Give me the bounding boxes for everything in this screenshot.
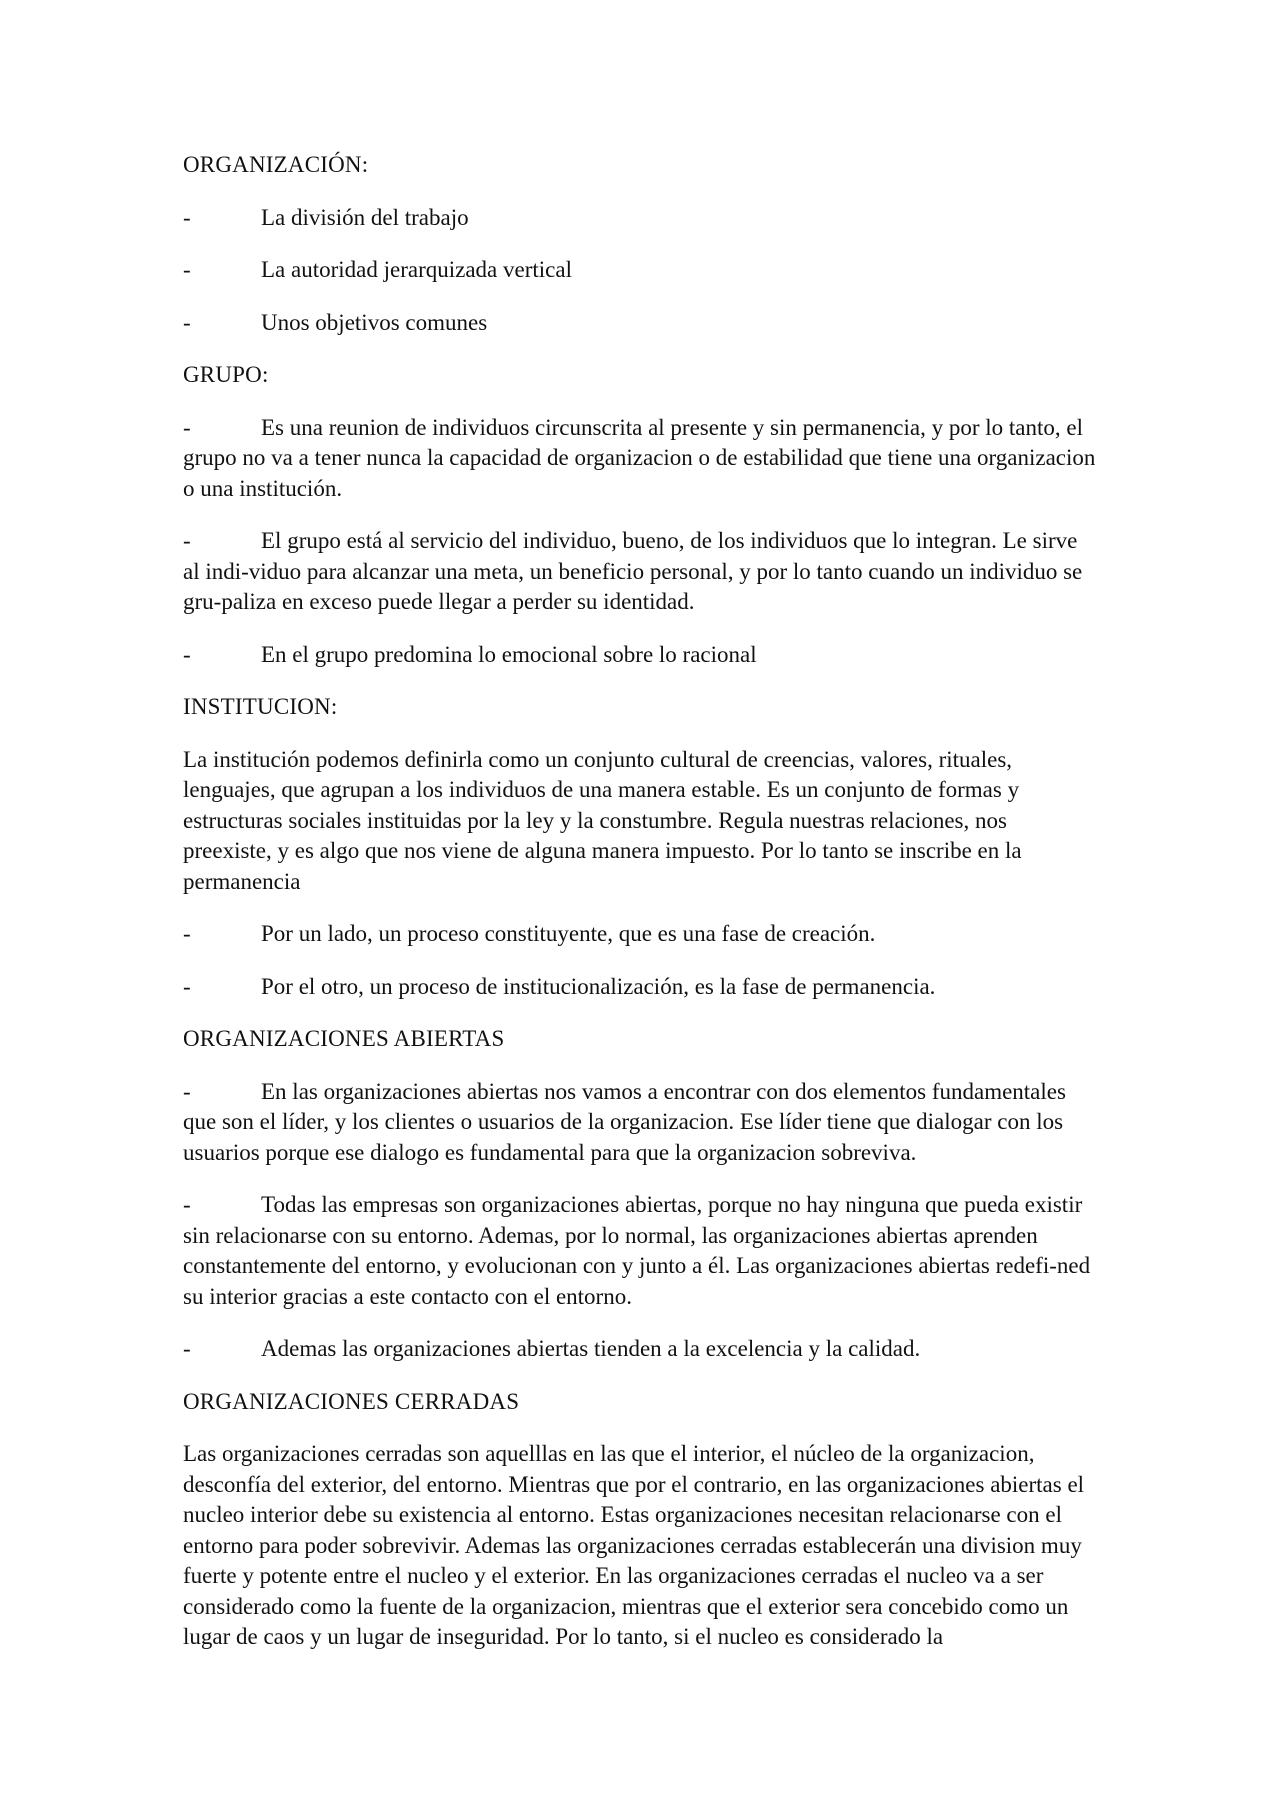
list-item: - Todas las empresas son organizaciones abiertas, porque no hay ninguna que pueda existir sin relacionarse con su entorno. Ademas, por lo normal, las organizaciones abiertas aprenden constantemente del entorno, y evolucionan con y junto a él. Las organizaciones abiertas redefi-ned su interior gracias a este contacto con el entorno. [183,1192,1091,1309]
dash-marker: - [183,309,191,335]
dash-marker: - [183,414,191,440]
dash-marker: - [183,641,191,667]
document-page [183,150,1098,1675]
dash-marker: - [183,528,191,553]
list-item: - Por un lado, un proceso constituyente, que es una fase de creación. [183,919,1098,950]
list-item: - La división del trabajo [183,203,1098,234]
list-item: - En el grupo predomina lo emocional sobre lo racional [183,640,1098,671]
dash-marker: - [183,257,191,282]
paragraph-institucion: La institución podemos definirla como un conjunto cultural de creencias, valores, rituales, lenguajes, que agrupan a los individuos de una manera estable. Es un conjunto de formas y estructuras sociales instituidas por la ley y la constumbre. Regula nuestras relaciones, nos preexiste, y es algo que nos viene de alguna manera impuesto. Por lo tanto se inscribe en la permanencia [183,746,1022,894]
heading-organizaciones-abiertas: ORGANIZACIONES ABIERTAS [183,1026,505,1051]
dash-marker: - [183,1336,191,1361]
heading-organizacion: ORGANIZACIÓN: [183,152,369,177]
paragraph-organizaciones-cerradas: Las organizaciones cerradas son aquelllas en las que el interior, el núcleo de la organizacion, desconfía del exterior, del entorno. Mientras que por el contrario, en las organizaciones abiertas el nucleo interior debe su existencia al entorno. Estas organizaciones necesitan relacionarse con el entorno para poder sobrevivir. Ademas las organizaciones cerradas establecerán una division muy fuerte y potente entre el nucleo y el exterior. En las organizaciones cerradas el nucleo va a ser considerado como la fuente de la organizacion, mientras que el exterior sera concebido como un lugar de caos y un lugar de inseguridad. Por lo tanto, si el nucleo es considerado la [183,1441,1085,1649]
dash-marker: - [183,1192,191,1217]
list-item: - Por el otro, un proceso de institucionalización, es la fase de permanencia. [183,972,1098,1003]
dash-marker: - [183,204,191,230]
list-item: - La autoridad jerarquizada vertical [183,255,1098,286]
list-item: - Unos objetivos comunes [183,308,1098,339]
dash-marker: - [183,1078,191,1104]
dash-marker: - [183,973,191,999]
list-item: - En las organizaciones abiertas nos vamos a encontrar con dos elementos fundamentales que son el líder, y los clientes o usuarios de la organizacion. Ese líder tiene que dialogar con los usuarios porque ese dialogo es fundamental para que la organizacion sobreviva. [183,1078,1066,1165]
list-item: - Ademas las organizaciones abiertas tienden a la excelencia y la calidad. [183,1334,1098,1365]
list-item: - El grupo está al servicio del individuo, bueno, de los individuos que lo integran. Le sirve al indi-viduo para alcanzar una meta, un beneficio personal, y por lo tanto cuando un individuo se gru-paliza en exceso puede llegar a perder su identidad. [183,528,1083,614]
heading-organizaciones-cerradas: ORGANIZACIONES CERRADAS [183,1388,520,1414]
list-item: - Es una reunion de individuos circunscrita al presente y sin permanencia, y por lo tanto, el grupo no va a tener nunca la capacidad de organizacion o de estabilidad que tiene una organizacion o una institución. [183,414,1096,501]
dash-marker: - [183,921,191,946]
heading-grupo: GRUPO: [183,362,269,387]
heading-institucion: INSTITUCION: [183,694,338,719]
